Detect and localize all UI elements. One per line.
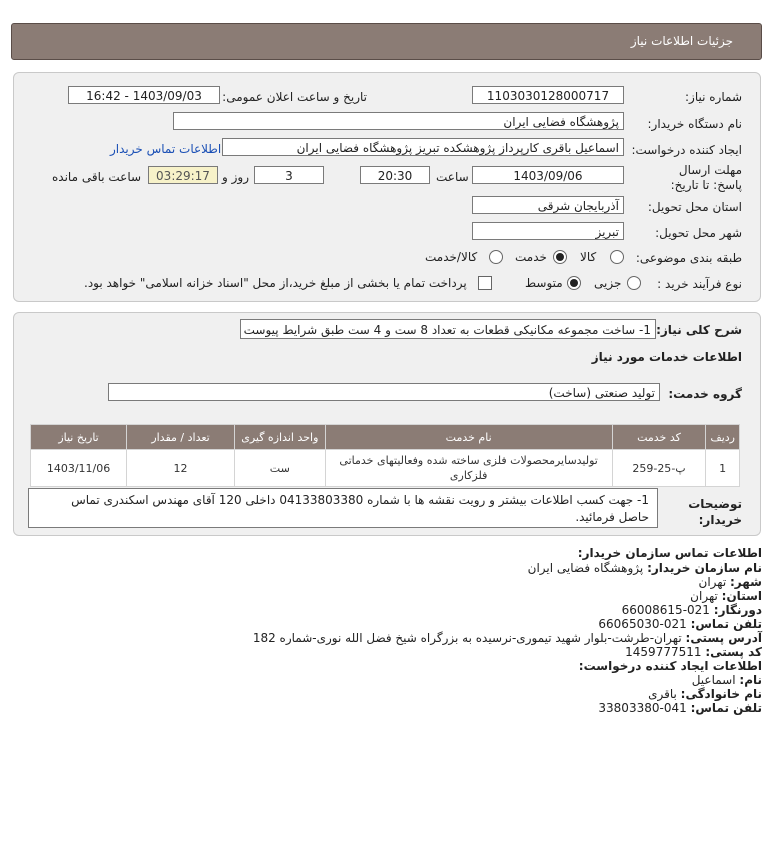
treasury-checkbox[interactable] bbox=[478, 276, 492, 290]
creator-first-name-line: نام: اسماعیل bbox=[691, 673, 762, 687]
service-group-field[interactable]: تولید صنعتی (ساخت) bbox=[108, 383, 660, 401]
province-field[interactable]: آذربایجان شرقی bbox=[472, 196, 624, 214]
category-radio-goods-service[interactable] bbox=[489, 250, 503, 264]
creator-contact-heading: اطلاعات ایجاد کننده درخواست: bbox=[578, 659, 762, 673]
services-heading: اطلاعات خدمات مورد نیاز bbox=[591, 350, 742, 364]
table-row[interactable] bbox=[31, 450, 740, 487]
summary-field: 1- ساخت مجموعه مکانیکی قطعات به تعداد 8 ست و 4 ست طبق شرایط پیوست bbox=[240, 319, 656, 339]
city-field[interactable]: تبریز bbox=[472, 222, 624, 240]
page-header bbox=[11, 23, 762, 60]
remaining-label: ساعت باقی مانده bbox=[52, 170, 142, 184]
category-radio-service[interactable] bbox=[553, 250, 567, 264]
cell-service-code: پ-25-259 bbox=[612, 450, 706, 487]
col-unit: واحد اندازه گیری bbox=[234, 425, 325, 450]
creator-last-name-line: نام خانوادگی: باقری bbox=[648, 687, 762, 701]
process-medium-label: متوسط bbox=[525, 276, 563, 290]
org-name-line: نام سازمان خریدار: پژوهشگاه فضایی ایران bbox=[527, 561, 762, 575]
deadline-label: مهلت ارسال پاسخ: تا تاریخ: bbox=[670, 163, 742, 192]
days-field[interactable]: 3 bbox=[254, 166, 324, 184]
cell-unit: ست bbox=[234, 450, 325, 487]
category-goods-service-label: کالا/خدمت bbox=[425, 250, 478, 264]
org-city-line: شهر: تهران bbox=[698, 575, 762, 589]
category-goods-label: کالا bbox=[580, 250, 597, 264]
category-label: طبقه بندی موضوعی: bbox=[635, 251, 742, 265]
process-radio-minor[interactable] bbox=[627, 276, 641, 290]
need-number-field[interactable]: 1103030128000717 bbox=[472, 86, 624, 104]
city-label: شهر محل تحویل: bbox=[655, 226, 742, 240]
buyer-org-label: نام دستگاه خریدار: bbox=[647, 117, 742, 131]
buyer-org-field[interactable]: پژوهشگاه فضایی ایران bbox=[173, 112, 624, 130]
buyer-contact-link[interactable]: اطلاعات تماس خریدار bbox=[110, 142, 222, 156]
category-service-label: خدمت bbox=[515, 250, 547, 264]
buyer-notes-label: توضیحات خریدار: bbox=[688, 497, 742, 527]
col-service-name: نام خدمت bbox=[325, 425, 612, 450]
table-header-row bbox=[31, 425, 740, 450]
process-label: نوع فرآیند خرید : bbox=[657, 277, 742, 291]
org-province-line: استان: تهران bbox=[690, 589, 762, 603]
cell-service-name: تولیدسایرمحصولات فلزی ساخته شده وفعالیتهای خدماتی فلزکاری bbox=[325, 450, 612, 487]
org-contact-heading: اطلاعات تماس سازمان خریدار: bbox=[577, 546, 762, 560]
col-quantity: تعداد / مقدار bbox=[127, 425, 235, 450]
details-panel bbox=[13, 72, 761, 302]
cell-need-date: 1403/11/06 bbox=[31, 450, 127, 487]
org-address-line: آدرس پستی: تهران-طرشت-بلوار شهید تیموری-نرسیده به بزرگراه شیخ فضل الله نوری-شماره 182 bbox=[252, 631, 762, 645]
announce-label: تاریخ و ساعت اعلان عمومی: bbox=[222, 90, 367, 104]
creator-field[interactable]: اسماعیل باقری کارپرداز پژوهشکده تبریز پژوهشگاه فضایی ایران bbox=[222, 138, 624, 156]
province-label: استان محل تحویل: bbox=[647, 200, 742, 214]
need-number-label: شماره نیاز: bbox=[685, 90, 742, 104]
org-phone-line: تلفن تماس: 021-66065030 bbox=[598, 617, 762, 631]
buyer-notes-box bbox=[28, 488, 658, 528]
services-table bbox=[30, 424, 740, 487]
page-title: جزئیات اطلاعات نیاز bbox=[630, 34, 733, 48]
org-postal-line: کد پستی: 1459777511 bbox=[625, 645, 762, 659]
buyer-notes-text: 1- جهت کسب اطلاعات بیشتر و رویت نقشه ها با شماره 04133803380 داخلی 120 آقای مهندس اسکندری تماس حاصل فرمائید. bbox=[71, 493, 649, 524]
process-radio-medium[interactable] bbox=[567, 276, 581, 290]
treasury-text: پرداخت تمام یا بخشی از مبلغ خرید،از محل "اسناد خزانه اسلامی" خواهد بود. bbox=[84, 276, 467, 290]
deadline-time-field[interactable]: 20:30 bbox=[360, 166, 430, 184]
summary-label: شرح کلی نیاز: bbox=[656, 323, 742, 337]
creator-phone-line: تلفن تماس: 041-33803380 bbox=[598, 701, 762, 715]
process-minor-label: جزیی bbox=[594, 276, 622, 290]
col-row-number: ردیف bbox=[706, 425, 740, 450]
col-need-date: تاریخ نیاز bbox=[31, 425, 127, 450]
cell-quantity: 12 bbox=[127, 450, 235, 487]
remaining-time-field: 03:29:17 bbox=[148, 166, 218, 184]
time-label: ساعت bbox=[436, 170, 469, 184]
category-radio-goods[interactable] bbox=[610, 250, 624, 264]
days-label: روز و bbox=[222, 170, 249, 184]
announce-field[interactable]: 1403/09/03 - 16:42 bbox=[68, 86, 220, 104]
deadline-date-field[interactable]: 1403/09/06 bbox=[472, 166, 624, 184]
cell-row-number: 1 bbox=[706, 450, 740, 487]
service-group-label: گروه خدمت: bbox=[668, 387, 742, 401]
col-service-code: کد خدمت bbox=[612, 425, 706, 450]
creator-label: ایجاد کننده درخواست: bbox=[631, 143, 742, 157]
org-fax-line: دورنگار: 021-66008615 bbox=[621, 603, 762, 617]
